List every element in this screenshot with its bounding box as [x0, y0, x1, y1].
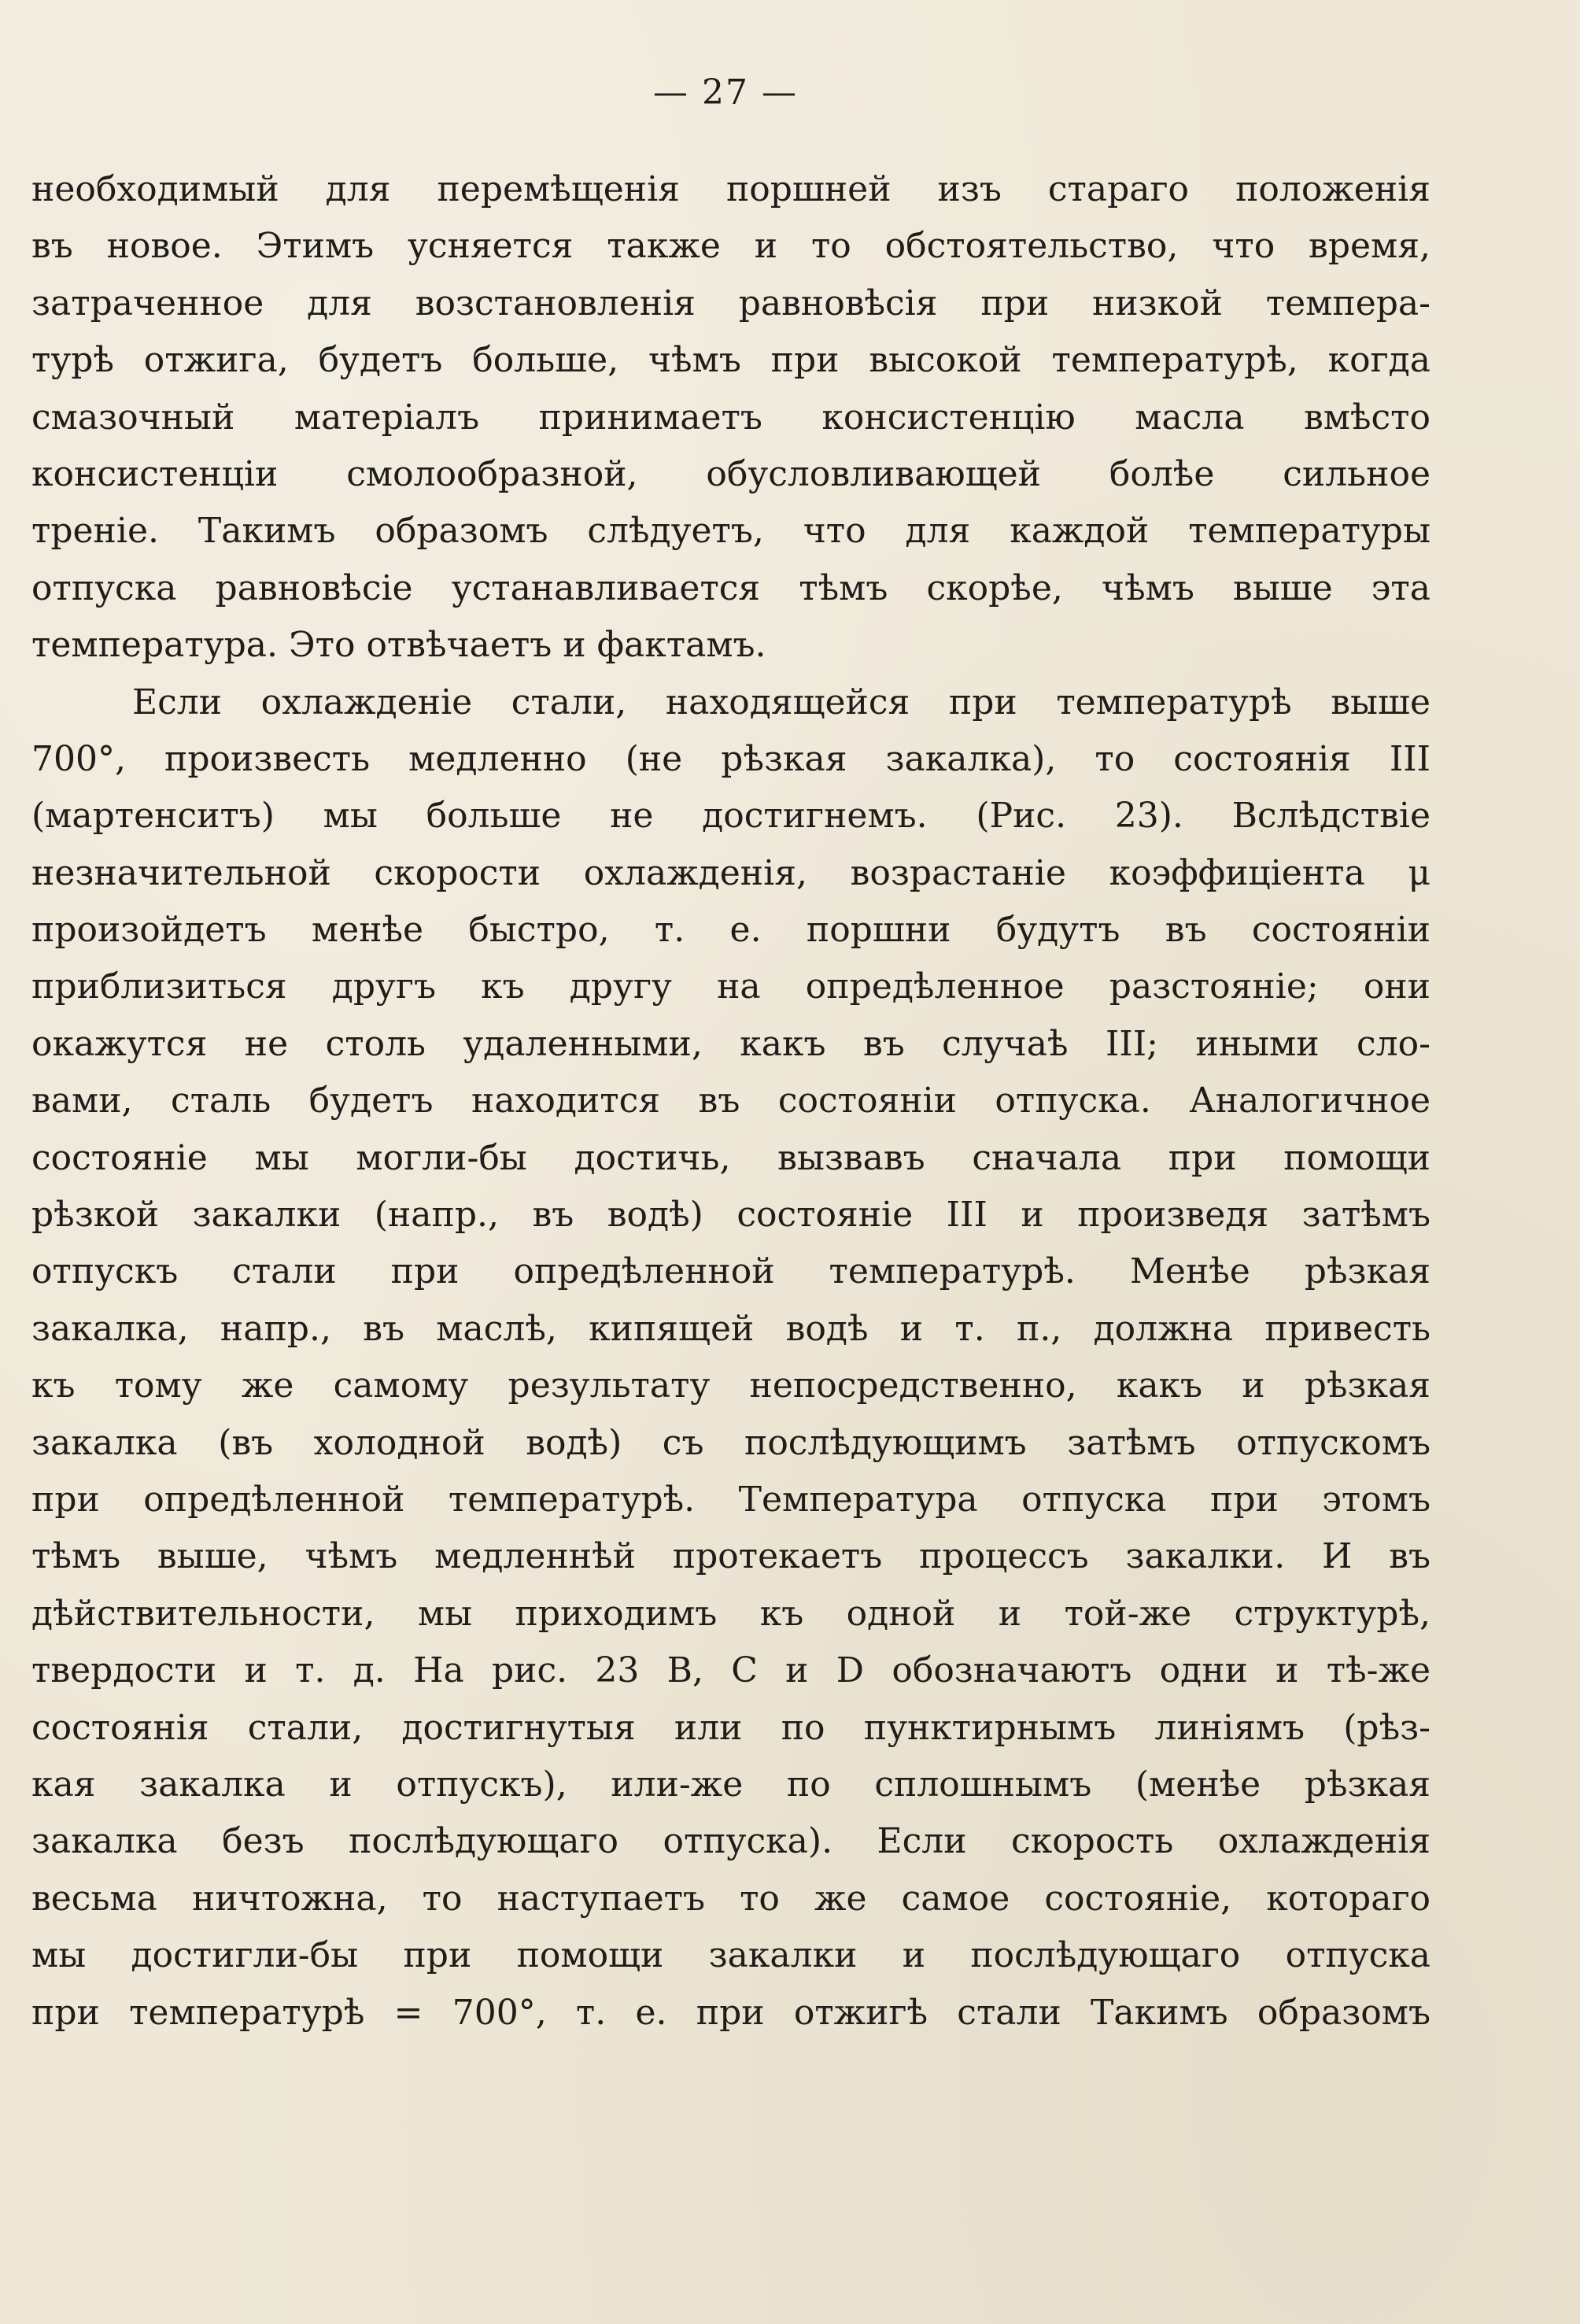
- paragraph-start-line: Если охлажденіе стали, находящейся при температурѣ выше: [132, 682, 1430, 722]
- text-line: затраченное для возстановленія равновѣсія при низкой темпера-: [31, 283, 1430, 323]
- text-line: мы достигли-бы при помощи закалки и послѣдующаго отпуска: [31, 1935, 1430, 1976]
- text-line: отпуска равновѣсіе устанавливается тѣмъ скорѣе, чѣмъ выше эта: [31, 567, 1430, 608]
- text-line: рѣзкой закалки (напр., въ водѣ) состояніе III и произведя затѣмъ: [31, 1195, 1430, 1236]
- text-line: тѣмъ выше, чѣмъ медленнѣй протекаетъ процессъ закалки. И въ: [31, 1536, 1430, 1577]
- paragraph-end-line: температура. Это отвѣчаетъ и фактамъ.: [31, 625, 766, 666]
- page-number: — 27 —: [653, 72, 798, 113]
- text-line: при опредѣленной температурѣ. Температура отпуска при этомъ: [31, 1479, 1430, 1520]
- body-text: [31, 161, 1430, 2041]
- text-line: треніе. Такимъ образомъ слѣдуетъ, что для каждой температуры: [31, 511, 1430, 552]
- text-line: при температурѣ = 700°, т. е. при отжигѣ стали Такимъ образомъ: [31, 1992, 1430, 2033]
- text-line: закалка, напр., въ маслѣ, кипящей водѣ и т. п., должна привесть: [31, 1308, 1430, 1349]
- text-line: турѣ отжига, будетъ больше, чѣмъ при высокой температурѣ, когда: [31, 340, 1430, 381]
- text-line: кая закалка и отпускъ), или-же по сплошнымъ (менѣе рѣзкая: [31, 1764, 1430, 1805]
- text-line: весьма ничтожна, то наступаетъ то же самое состояніе, котораго: [31, 1878, 1430, 1919]
- text-line: необходимый для перемѣщенія поршней изъ стараго положенія: [31, 169, 1430, 209]
- text-line: закалка безъ послѣдующаго отпуска). Если скорость охлажденія: [31, 1821, 1430, 1862]
- text-line: состояніе мы могли-бы достичь, вызвавъ сначала при помощи: [31, 1137, 1430, 1178]
- text-line: дѣйствительности, мы приходимъ къ одной и той-же структурѣ,: [31, 1593, 1430, 1634]
- text-line: 700°, произвесть медленно (не рѣзкая закалка), то состоянія III: [31, 738, 1430, 779]
- text-line: отпускъ стали при опредѣленной температурѣ. Менѣе рѣзкая: [31, 1251, 1430, 1292]
- text-line: приблизиться другъ къ другу на опредѣленное разстояніе; они: [31, 966, 1430, 1007]
- text-line: произойдетъ менѣе быстро, т. е. поршни будутъ въ состояніи: [31, 910, 1430, 951]
- text-line: закалка (въ холодной водѣ) съ послѣдующимъ затѣмъ отпускомъ: [31, 1422, 1430, 1463]
- text-line: консистенціи смолообразной, обусловливающей болѣе сильное: [31, 453, 1430, 494]
- text-line: (мартенситъ) мы больше не достигнемъ. (Рис. 23). Вслѣдствіе: [31, 796, 1430, 837]
- text-line: вами, сталь будетъ находится въ состояніи отпуска. Аналогичное: [31, 1081, 1430, 1121]
- text-line: состоянія стали, достигнутыя или по пунктирнымъ линіямъ (рѣз-: [31, 1707, 1430, 1748]
- text-line: смазочный матеріалъ принимаетъ консистенцію масла вмѣсто: [31, 397, 1430, 438]
- text-line: окажутся не столь удаленными, какъ въ случаѣ III; иными сло-: [31, 1023, 1430, 1064]
- text-line: въ новое. Этимъ усняется также и то обстоятельство, что время,: [31, 226, 1430, 267]
- text-line: къ тому же самому результату непосредственно, какъ и рѣзкая: [31, 1365, 1430, 1406]
- text-line: незначительной скорости охлажденія, возрастаніе коэффиціента μ: [31, 852, 1430, 893]
- text-line: твердости и т. д. На рис. 23 B, C и D обозначаютъ одни и тѣ-же: [31, 1650, 1430, 1691]
